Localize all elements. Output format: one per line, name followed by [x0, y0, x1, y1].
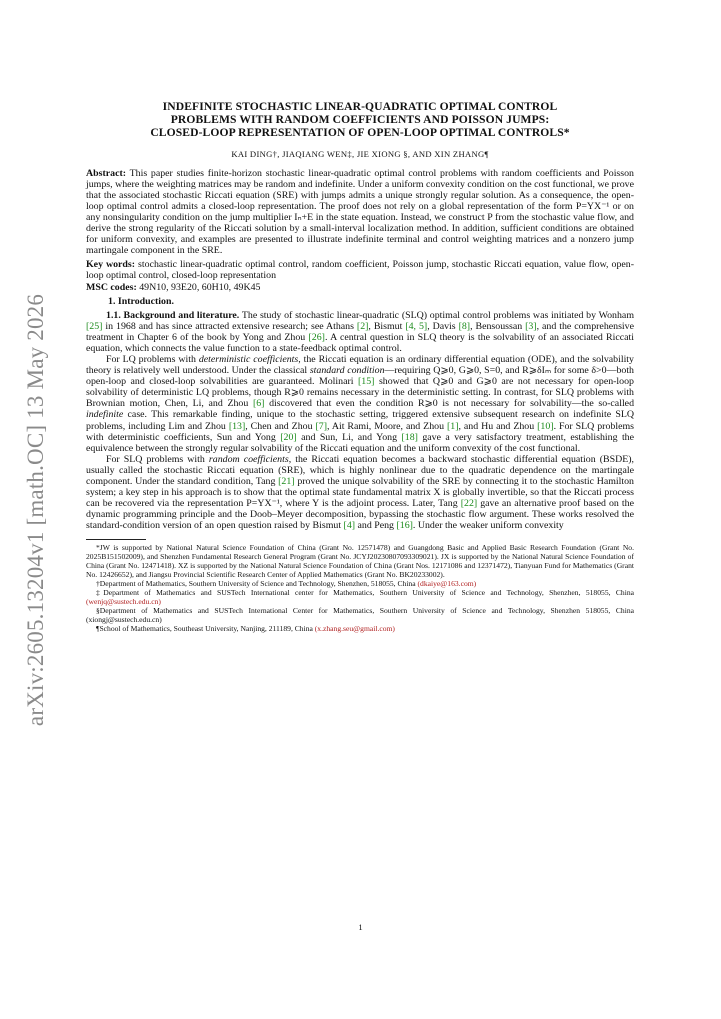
subsection-heading: 1.1. Background and literature. [106, 309, 240, 321]
text-span: , Davis [427, 320, 459, 332]
text-span: , Ait Rami, Moore, and Zhou [326, 420, 447, 432]
citation-link[interactable]: [15] [358, 376, 375, 388]
text-span: , and the comprehensive treatment in Chapter 6 of the book by Yong and Zhou [86, 320, 634, 343]
text-span: , and Hu and Zhou [458, 420, 538, 432]
emphasis: deterministic coefficients [198, 354, 299, 366]
citation-link[interactable]: [3] [525, 320, 537, 332]
footnote-funding: *JW is supported by National Natural Science Foundation of China (Grant No. 12571478) and Guangdong Basic and Applied Basic Research Foundation (Grant No. 2025B151502009), and Shenzhen Fundamental Research General Program (Grant No. JCYJ20230807093309021). JX is supported by the National Natural Science Foundation of China (Grant No. 12471418). XZ is supported by the National Natural Science Foundation of China (Grant Nos. 12171086 and 12371472), Tianyuan Fund for Mathematics (Grant No. 12426652), and Jiangsu Provincial Scientific Research Center of Applied Mathematics (Grant No. BK20233002). [86, 542, 634, 579]
author-list: KAI DING†, JIAQIANG WEN‡, JIE XIONG §, AND XIN ZHANG¶ [231, 148, 489, 159]
title-line-1: INDEFINITE STOCHASTIC LINEAR-QUADRATIC OPTIMAL CONTROL [162, 100, 558, 113]
text-span: and Sun, Li, and Yong [296, 431, 402, 443]
title-line-2: PROBLEMS WITH RANDOM COEFFICIENTS AND POISSON JUMPS: [170, 113, 550, 127]
footnote-affiliation-zhang [86, 624, 634, 633]
citation-link[interactable]: [18] [401, 431, 418, 443]
paper-page [86, 100, 634, 633]
citation-link[interactable]: [2] [356, 320, 369, 332]
text-span: ¶School of Mathematics, Southeast University, Nanjing, 211189, China [96, 624, 315, 634]
emphasis: indefinite [86, 409, 124, 421]
arxiv-sidebar [12, 265, 60, 755]
citation-link[interactable]: [21] [278, 476, 295, 488]
citation-link[interactable]: [6] [252, 398, 265, 410]
footnote-affiliation-wen [86, 588, 634, 606]
text-span: proved the unique solvability of the SRE by connecting it to the stochastic Hamilton system; a key step in his approach is to show that the optimal state fundamental matrix X is globally invertible, so that the Riccati process can be recovered via the representation P=YX⁻¹, where Y is the adjoint process. Later, Tang [86, 476, 634, 510]
paragraph-deterministic [86, 354, 634, 454]
text-span: . For SLQ problems with deterministic coefficients, Sun and Yong [86, 420, 634, 443]
text-span: discovered that even the condition R⩾0 is not necessary for solvability—the so-called [264, 398, 635, 410]
citation-link[interactable]: [1] [446, 420, 459, 432]
emphasis: standard condition [309, 365, 385, 377]
text-span: , Bensoussan [470, 320, 526, 332]
keywords-text: stochastic linear-quadratic optimal control, random coefficient, Poisson jump, stochastic Riccati equation, value flow, open-loop optimal control, closed-loop representation [86, 259, 634, 282]
citation-link[interactable]: [25] [86, 320, 103, 332]
title-line-3: CLOSED-LOOP REPRESENTATION OF OPEN-LOOP OPTIMAL CONTROLS* [150, 126, 570, 140]
footnote-affiliation-ding [86, 579, 634, 588]
citation-link[interactable]: [13] [228, 420, 246, 432]
footnote-affiliation-xiong: §Department of Mathematics and SUSTech International Center for Mathematics, Southern University of Science and Technology, Shenzhen 518055, China (xiongj@sustech.edu.cn) [86, 606, 634, 625]
msc-text: 49N10, 93E20, 60H10, 49K45 [139, 281, 261, 293]
citation-link[interactable]: [4] [343, 520, 356, 532]
text-span: showed that Q⩾0 and G⩾0 are not necessary for open-loop solvability of deterministic LQ problems, though R⩾0 remains necessary in the deterministic setting. In contrast, for SLQ problems with Brownian motion, Chen, Li, and Zhou [86, 376, 634, 410]
text-span: gave a very satisfactory treatment, establishing the equivalence between the strongly regular solvability of the Riccati equation and the uniform convexity of the cost functional. [86, 431, 635, 454]
email-link[interactable]: (dkaiye@163.com) [417, 578, 477, 588]
text-span: —requiring Q⩾0, G⩾0, S=0, and R⩾δIₘ for some δ>0—both open-loop and closed-loop solvabilities are guaranteed. Molinari [86, 365, 634, 388]
msc-label: MSC codes: [86, 281, 137, 293]
footnote-divider [86, 539, 146, 540]
citation-link[interactable]: [26] [308, 331, 325, 343]
paragraph-background [86, 310, 634, 354]
text-span: The study of stochastic linear-quadratic (SLQ) optimal control problems was initiated by Wonham [241, 309, 634, 321]
text-span: gave an alternative proof based on the dynamic programming principle and the Doob–Meyer decomposition, bypassing the stochastic flow argument. These works resolved the standard-condition version of an open question raised by Bismut [86, 498, 634, 532]
text-span: ‡Department of Mathematics and SUSTech International center for Mathematics, Southern University of Science and Technology, Shenzhen, 518055, China [96, 587, 634, 597]
citation-link[interactable]: [4, 5] [405, 320, 428, 332]
citation-link[interactable]: [16] [396, 520, 413, 532]
text-span: . A central question in SLQ theory is the solvability of an associated Riccati equation, which connects the value function to a state-feedback optimal control. [86, 331, 634, 354]
email-link[interactable]: (x.zhang.seu@gmail.com) [314, 624, 395, 634]
text-span: , Chen and Zhou [245, 420, 316, 432]
text-span: in 1968 and has since attracted extensive research; see Athans [102, 320, 357, 332]
arxiv-identifier: arXiv:2605.13204v1 [math.OC] 13 May 2026 [23, 293, 48, 727]
citation-link[interactable]: [20] [280, 431, 297, 443]
citation-link[interactable]: [10] [537, 420, 554, 432]
keywords-label: Key words: [86, 259, 136, 271]
text-span: For SLQ problems with [106, 453, 209, 465]
text-span: and Peng [355, 520, 397, 532]
paper-title [86, 100, 634, 140]
abstract-label: Abstract: [86, 167, 127, 179]
citation-link[interactable]: [22] [460, 498, 478, 510]
msc-codes [86, 282, 634, 293]
abstract [86, 168, 634, 257]
text-span: , the Riccati equation is an ordinary differential equation (ODE), and the solvability theory is relatively well understood. Under the classical [86, 354, 634, 377]
text-span: case. This remarkable finding, unique to the stochastic setting, triggered extensive subsequent research on indefinite SLQ problems, including Lim and Zhou [86, 409, 634, 432]
page-number: 1 [358, 922, 363, 932]
text-span: For LQ problems with [106, 354, 199, 366]
emphasis: random coefficients [208, 453, 289, 465]
citation-link[interactable]: [7] [315, 420, 327, 432]
text-span: , Bismut [368, 320, 406, 332]
email-link[interactable]: (wenjq@sustech.edu.cn) [86, 597, 161, 607]
section-heading-introduction: 1. Introduction. [108, 295, 174, 307]
keywords [86, 259, 634, 281]
text-span: , the Riccati equation becomes a backward stochastic differential equation (BSDE), usually called the stochastic Riccati equation (SRE), which is highly nonlinear due to the quadratic dependence on the martingale component. Under the standard condition, Tang [86, 453, 635, 488]
text-span: . Under the weaker uniform convexity [412, 520, 564, 532]
paragraph-random-coefficients [86, 454, 634, 532]
citation-link[interactable]: [8] [458, 320, 471, 332]
text-span: †Department of Mathematics, Southern University of Science and Technology, Shenzhen, 518055, China [96, 578, 416, 588]
abstract-text: This paper studies finite-horizon stochastic linear-quadratic optimal control problems with random coefficients and Poisson jumps, where the weighting matrices may be random and indefinite. Under a uniform convexity condition on the cost functional, we prove that the associated stochastic Riccati equation (SRE) with jumps admits a unique strongly regular solution. As a consequence, the open-loop optimal control admits a closed-loop representation. The proof does not rely on a global representation of the form P=YX⁻¹ or on any nonsingularity condition on the jump multiplier Iₙ+E in the state equation. Instead, we construct P from the stochastic value flow, and derive the strong regularity of the Riccati solution by a small-interval localization method. In addition, sufficient conditions are obtained for uniform convexity, and examples are presented to illustrate indefinite terminal and control weighting matrices and a nonzero jump martingale component in the SRE. [86, 167, 634, 257]
